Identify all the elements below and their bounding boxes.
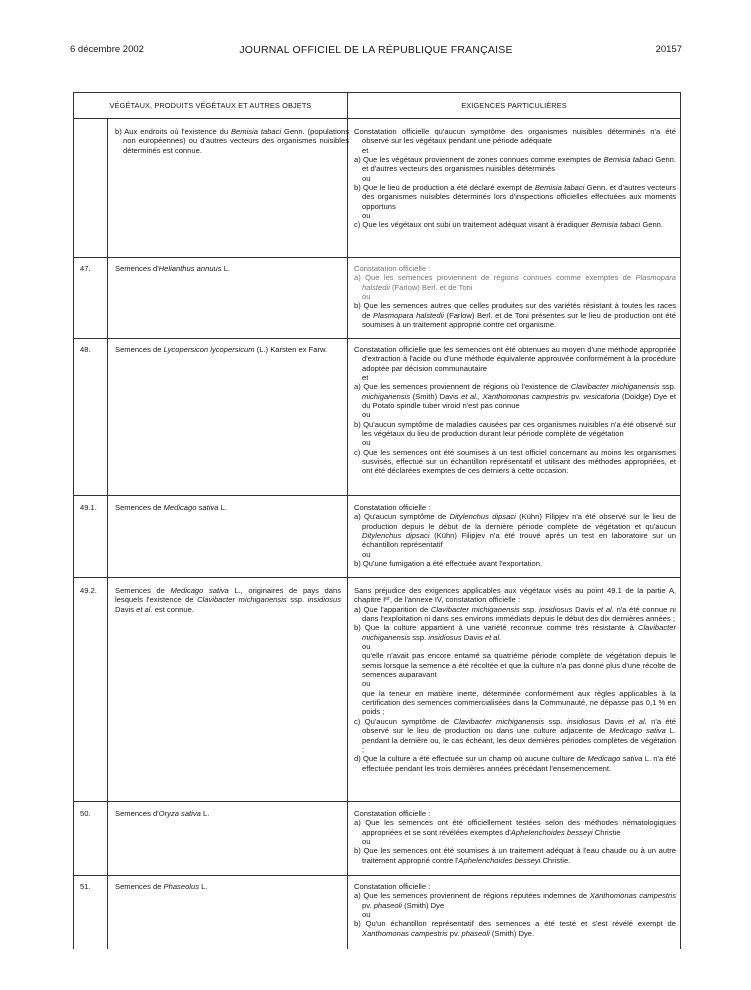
row-divider xyxy=(74,257,680,258)
row-divider xyxy=(74,577,680,578)
row-number-48: 48. xyxy=(80,345,91,354)
row-51-requirements: Constatation officielle : a) Que les semences proviennent de régions réputées indemnes de Xanthomonas campestris pv. phaseoli (Smith) Dye ou b) Qu'un échantillon représentatif des semences a été testé et s'est révélé exempt de Xanthomonas campestris pv. phaseoli (Smith) Dye. xyxy=(354,882,676,938)
header-date: 6 décembre 2002 xyxy=(70,44,144,55)
row-divider xyxy=(74,875,680,876)
row-49-1-requirements: Constatation officielle : a) Qu'aucun symptôme de Ditylenchus dipsaci (Kühn) Filipjev n'a été observé sur le lieu de production depuis le début de la dernière période complète de végétation et qu'aucun Ditylenchus dipsaci (Kühn) Filipjev n'a été trouvé après un test en laboratoire sur un échantillon représentatif ou b) Qu'une fumigation a été effectuée avant l'exportation. xyxy=(354,503,677,569)
row-number-47: 47. xyxy=(80,264,91,273)
requirements-table xyxy=(73,92,681,949)
row-48-product: Semences de Lycopersicon lycopersicum (L.) Karsten ex Farw. xyxy=(115,345,328,354)
row-number-50: 50. xyxy=(80,809,91,818)
row-49-2-product: Semences de Medicago sativa L., originaires de pays dans lesquels l'existence de Clavibacter michiganensis ssp. insidiosus Davis et al. est connue. xyxy=(115,586,342,614)
row-number-49-1: 49.1. xyxy=(80,503,97,512)
column-header-requirements: EXIGENCES PARTICULIÈRES xyxy=(461,101,567,110)
row-47-product: Semences d'Helianthus annuus L. xyxy=(115,264,231,273)
row-49-2-requirements: Sans préjudice des exigences applicables aux végétaux visés au point 49.1 de la partie A, chapitre Iᵉʳ, de l'annexe IV, constatation officielle : a) Que l'apparition de Clavibacter michiganensis ssp. insidiosus Davis et al. n'a été connue ni dans l'exploitation ni dans ses environs immédiats depuis le début des dix dernières années ; b) Que la culture appartient à une variété reconnue comme très résistante à Clavibacter michiganensis ssp. insidiosus Davis et al. ou qu'elle n'avait pas encore entamé sa quatrième période complète de végétation depuis le semis lorsque la semence a été récoltée et que la culture n'a pas donné plus d'une récolte de semences auparavant ou que la teneur en matière inerte, déterminée conformément aux règles applicables à la certification des semences commercialisées dans la Communauté, ne dépasse pas 0,1 % en poids ; c) Qu'aucun symptôme de Clavibacter michiganensis ssp. insidiosus Davis et al. n'a été observé sur le lieu de production ou dans une culture adjacente de Medicago sativa L. pendant la dernière ou, le cas échéant, les deux dernières périodes complètes de végétation ; d) Que la culture a été effectuée sur un champ où aucune culture de Medicago sativa L. n'a été effectuée pendant les trois dernières années précédant l'ensemencement. xyxy=(354,586,676,773)
row-51-product: Semences de Phaseolus L. xyxy=(115,882,208,891)
header-divider xyxy=(74,118,680,119)
row-48-requirements: Constatation officielle que les semences ont été obtenues au moyen d'une méthode appropriée d'extraction à l'acide ou d'une méthode équivalente approuvée conformément à la procédure adoptée par décision communautaire et a) Que les semences proviennent de régions où l'existence de Clavibacter michiganensis ssp. michiganensis (Smith) Davis et al., Xanthomonas campestris pv. vesicatoria (Doidge) Dye et du Potato spindle tuber viroid n'est pas connue ou b) Qu'aucun symptôme de maladies causées par ces organismes nuisibles n'a été observé sur les végétaux du lieu de production durant leur période complète de végétation ou c) Que les semences ont été soumises à un test officiel concernant au moins les organismes susvisés, effectué sur un échantillon représentatif et utilisant des méthodes appropriées, et ont été déclarées exemptes de ces derniers à cette occasion. xyxy=(354,345,676,476)
row-divider xyxy=(74,801,680,802)
row-50-requirements: Constatation officielle : a) Que les semences ont été officiellement testées selon des méthodes nématologiques appropriées et se sont révélées exemptes d'Aphelenchoides besseyi Christie ou b) Que les semences ont été soumises à un traitement adéquat à l'eau chaude ou à un autre traitement approprié contre l'Aphelenchoides besseyi Christie. xyxy=(354,809,676,865)
column-header-products: VÉGÉTAUX, PRODUITS VÉGÉTAUX ET AUTRES OBJETS xyxy=(109,101,312,110)
row-47-requirements: Constatation officielle : a) Que les semences proviennent de régions connues comme exemptes de Plasmopara halstedii (Farlow) Berl. et de Toni ou b) Que les semences autres que celles produites sur des variétés résistant à toutes les races de Plasmopara halstedii (Farlow) Berl. et de Toni présentes sur le lieu de production ont été soumises à un traitement approprié contre cet organisme. xyxy=(354,264,676,330)
row-number-49-2: 49.2. xyxy=(80,586,97,595)
number-column-divider xyxy=(107,118,108,949)
row-divider xyxy=(74,338,680,339)
row-continuation-product: b) Aux endroits où l'existence du Bemisia tabaci Genn. (populations non européennes) ou d'autres vecteurs des organismes nuisibles déterminés est connue. xyxy=(115,127,350,155)
row-number-51: 51. xyxy=(80,882,91,891)
header-page-number: 20157 xyxy=(655,44,682,55)
row-continuation-requirements: Constatation officielle qu'aucun symptôme des organismes nuisibles déterminés n'a été observé sur les végétaux pendant une période adéquate et a) Que les végétaux proviennent de zones connues comme exemptes de Bemisia tabaci Genn. et d'autres vecteurs des organismes nuisibles déterminés ou b) Que le lieu de production a été déclaré exempt de Bemisia tabaci Genn. et d'autres vecteurs des organismes nuisibles déterminés lors d'inspections officielles effectuées aux moments opportuns ou c) Que les végétaux ont subi un traitement adéquat visant à éradiquer Bemisia tabaci Genn. xyxy=(354,127,676,230)
page-header xyxy=(70,44,682,58)
header-journal-title: JOURNAL OFFICIEL DE LA RÉPUBLIQUE FRANÇAISE xyxy=(239,44,513,56)
row-divider xyxy=(74,495,680,496)
row-49-1-product: Semences de Medicago sativa L. xyxy=(115,503,227,512)
column-divider xyxy=(347,93,348,949)
row-50-product: Semences d'Oryza sativa L. xyxy=(115,809,210,818)
